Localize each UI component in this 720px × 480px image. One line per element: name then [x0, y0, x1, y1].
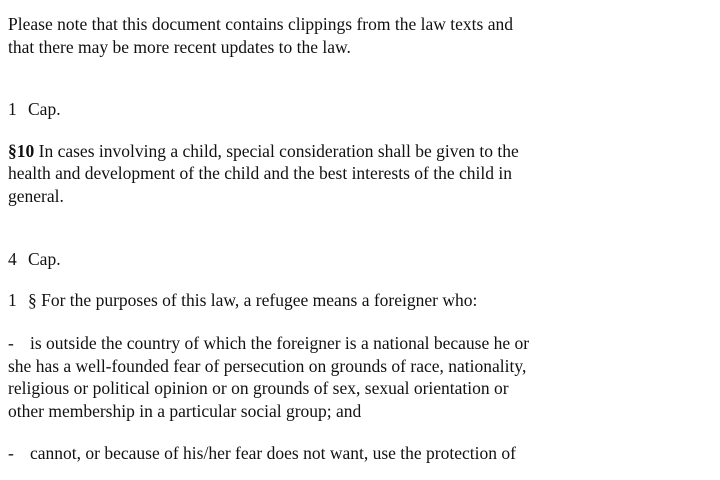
chapter-label: Cap.	[28, 99, 61, 119]
notice-paragraph	[8, 13, 708, 58]
document-page	[8, 13, 708, 465]
section-line: health and development of the child and the best interests of the child in	[8, 163, 512, 183]
dash-marker: -	[8, 443, 14, 463]
section-1-paragraph	[8, 289, 708, 312]
chapter-heading-4	[8, 248, 708, 271]
section-number: 1	[8, 289, 17, 310]
chapter-heading-1	[8, 98, 708, 121]
notice-line: Please note that this document contains clippings from the law texts and	[8, 14, 513, 34]
list-item-line	[8, 332, 708, 355]
section-line	[8, 140, 708, 163]
section-line: general.	[8, 185, 64, 206]
list-item-line: she has a well-founded fear of persecution on grounds of race, nationality,	[8, 355, 527, 376]
chapter-number: 4	[8, 249, 17, 269]
list-item-line	[8, 442, 708, 465]
section-text: In cases involving a child, special consideration shall be given to the	[34, 140, 519, 161]
chapter-number: 1	[8, 99, 17, 119]
section-marker: §10	[8, 140, 35, 161]
list-item	[8, 332, 708, 422]
section-text: § For the purposes of this law, a refugee means a foreigner who:	[28, 289, 478, 310]
section-10-paragraph	[8, 140, 708, 208]
notice-line: that there may be more recent updates to the law.	[8, 36, 351, 57]
chapter-label: Cap.	[28, 249, 61, 269]
list-item-text: cannot, or because of his/her fear does not want, use the protection of	[30, 443, 516, 463]
list-item-line: religious or political opinion or on grounds of sex, sexual orientation or	[8, 378, 509, 398]
list-item	[8, 442, 708, 465]
list-item-line: other membership in a particular social group; and	[8, 400, 362, 421]
dash-marker: -	[8, 333, 14, 353]
list-item-text: is outside the country of which the foreigner is a national because he or	[30, 333, 530, 353]
